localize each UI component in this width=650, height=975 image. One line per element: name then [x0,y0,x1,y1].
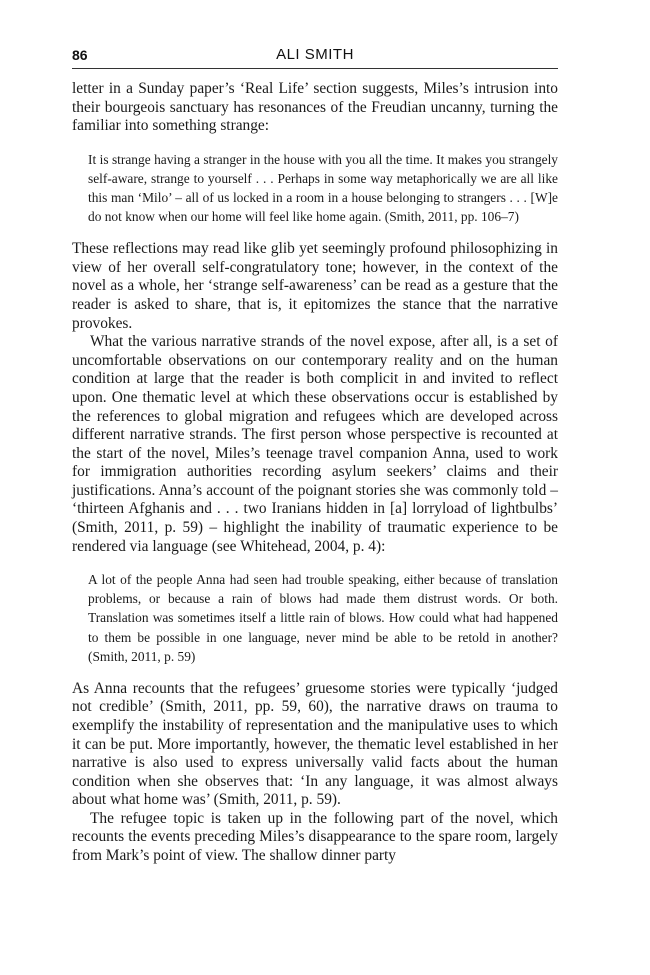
running-head: ALI SMITH [276,46,354,63]
paragraph-3: What the various narrative strands of the novel expose, after all, is a set of uncomfortable observations on our contemporary reality and on the human condition at large that the reader is both complicit in and invited to reflect upon. One thematic level at which these observations occur is established by the references to global migration and refugees which are developed across different narrative strands. The first person whose perspective is recounted at the start of the novel, Miles’s teenage travel companion Anna, used to work for immigration authorities recording asylum seekers’ claims and their justifications. Anna’s account of the poignant stories she was commonly told – ‘thirteen Afghanis and . . . two Iranians hidden in [a] lorryload of lightbulbs’ (Smith, 2011, p. 59) – highlight the inability of traumatic experience to be rendered via language (see Whitehead, 2004, p. 4): [72,333,558,555]
page-number: 86 [72,47,88,63]
block-quote-1: It is strange having a stranger in the house with you all the time. It makes you strangely self-aware, strange to yourself . . . Perhaps in some way metaphorically we are all like this man ‘Milo’ – all of us locked in a room in a house belonging to strangers . . . [W]e do not know when our home will feel like home again. (Smith, 2011, pp. 106–7) [88,151,558,225]
paragraph-1: letter in a Sunday paper’s ‘Real Life’ section suggests, Miles’s intrusion into their bourgeois sanctuary has resonances of the Freudian uncanny, turning the familiar into something strange: [72,80,558,135]
paragraph-2: These reflections may read like glib yet seemingly profound philosophizing in view of her overall self-congratulatory tone; however, in the context of the novel as a whole, her ‘strange self-awareness’ can be read as a gesture that the reader is asked to share, that is, it epitomizes the stance that the narrative provokes. [72,240,558,332]
paragraph-5: The refugee topic is taken up in the following part of the novel, which recounts the events preceding Miles’s disappearance to the spare room, largely from Mark’s point of view. The shallow dinner party [72,809,558,865]
page-header [72,46,558,69]
body-text [72,80,558,866]
block-quote-2: A lot of the people Anna had seen had trouble speaking, either because of translation problems, or because a rain of blows had made them distrust words. Or both. Translation was sometimes itself a little rain of blows. How could what had happened to them be possible in one language, never mind be able to be retold in another? (Smith, 2011, p. 59) [88,572,558,664]
paragraph-4: As Anna recounts that the refugees’ gruesome stories were typically ‘judged not credible’ (Smith, 2011, pp. 59, 60), the narrative draws on trauma to exemplify the instability of representation and the manipulative uses to which it can be put. More importantly, however, the thematic level established in her narrative is also used to express universally valid facts about the human condition when she observes that: ‘In any language, it was almost always about what home was’ (Smith, 2011, p. 59). [72,679,558,809]
